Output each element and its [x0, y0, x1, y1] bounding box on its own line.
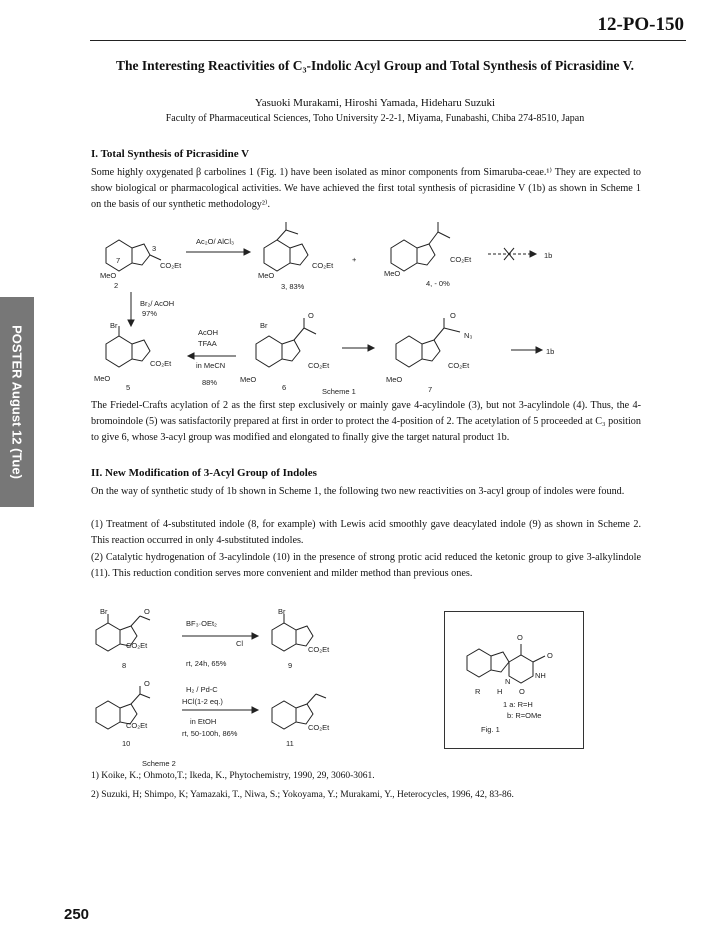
- sub-co2et-7: CO₂Et: [448, 361, 470, 370]
- sub-meo-7: MeO: [386, 375, 403, 384]
- yield-4: 4, - 0%: [426, 279, 450, 288]
- condition-1: rt, 24h, 65%: [186, 659, 227, 668]
- sub-o-7: O: [450, 311, 456, 320]
- figure-1-structure: [445, 612, 583, 748]
- fig1-h: H: [497, 687, 503, 696]
- sub-co2et-5: CO₂Et: [150, 359, 172, 368]
- reagent-tfaa: TFAA: [198, 339, 217, 348]
- label-2: 2: [114, 281, 119, 290]
- section-2-paragraph-3: (2) Catalytic hydrogenation of 3-acylindole (10) in the presence of strong protic acid reduced the ketonic group to give 3-alkylindole (11). This reduction condition serves more convenient and milder method than previous ones.: [91, 552, 641, 580]
- fig1-caption: Fig. 1: [481, 725, 500, 734]
- compound-3-structure: [264, 222, 308, 271]
- section-2-heading: II. New Modification of 3-Acyl Group of Indoles: [91, 467, 317, 479]
- compound-5-structure: [106, 326, 150, 367]
- s2-br-8: Br: [100, 607, 108, 616]
- compound-7-structure: [396, 318, 460, 367]
- fig1-r-label: R: [475, 687, 481, 696]
- reagent-acylation: Ac₂O/ AlCl₃: [196, 237, 235, 246]
- condition-2: rt, 50-100h, 86%: [182, 729, 238, 738]
- section-2-paragraph-1: On the way of synthetic study of 1b shown in Scheme 1, the following two new reactivities on 3-acyl group of indoles were found.: [91, 486, 625, 497]
- reference-1: 1) Koike, K.; Ohmoto,T.; Ikeda, K., Phytochemistry, 1990, 29, 3060-3061.: [91, 771, 375, 781]
- target-1b-a: 1b: [544, 251, 553, 260]
- fig1-o-bottom: O: [519, 687, 525, 696]
- reagent-hcl: HCl(1-2 eq.): [182, 697, 223, 706]
- figure-1-box: [444, 611, 584, 749]
- fig1-line-b: b: R=OMe: [507, 711, 542, 720]
- sub-meo-3: MeO: [258, 271, 275, 280]
- scheme-1: [86, 218, 646, 400]
- label-11: 11: [286, 739, 294, 748]
- sub-co2et-4: CO₂Et: [450, 255, 472, 264]
- compound-9-structure: [272, 614, 313, 651]
- scheme-2-caption: Scheme 2: [142, 759, 176, 768]
- compound-4-structure: [391, 222, 450, 271]
- solvent: in EtOH: [190, 717, 217, 726]
- fig1-o-right: O: [547, 651, 553, 660]
- sub-meo-2: MeO: [100, 271, 117, 280]
- section-1-paragraph-2: The Friedel-Crafts acylation of 2 as the first step exclusively or mainly gave 4-acylindole (3), but not 3-acylindole (4). Thus, the 4-bromoindole (5) was satisfactorily prepared at first in order to protect the 4-position of 2. The acetylation of 5 proceeded at C₃ position to give 6, whose 3-acyl group was modified and elongated to finally give the target natural product 1b.: [91, 400, 641, 444]
- label-9: 9: [288, 661, 293, 670]
- side-tab: [0, 297, 34, 507]
- section-1-heading: I. Total Synthesis of Picrasidine V: [91, 148, 250, 160]
- page-number: 250: [64, 906, 90, 923]
- fig1-line-a: 1 a: R=H: [503, 700, 533, 709]
- sub-o-6: O: [308, 311, 314, 320]
- label-8: 8: [122, 661, 127, 670]
- s2-co2et-11: CO₂Et: [308, 723, 330, 732]
- sub-n3-7: N₃: [464, 331, 473, 340]
- reagent-bromination: Br₂/ AcOH: [140, 299, 175, 308]
- reagent-acoh: AcOH: [198, 328, 219, 337]
- fig1-nh: NH: [535, 671, 546, 680]
- reagent-cl: Cl: [236, 639, 244, 648]
- section-2-paragraph-2: (1) Treatment of 4-substituted indole (8, for example) with Lewis acid smoothly gave deacylated indole (9) as shown in Scheme 2. This reaction occurred in only 4-substituted indoles.: [91, 519, 641, 547]
- sub-meo-4: MeO: [384, 269, 401, 278]
- section-1-paragraph: Some highly oxygenated β carbolines 1 (Fig. 1) have been isolated as minor components from Simaruba-ceae.¹⁾ They are expected to show biological or pharmacological activities. We have achieved the first total synthesis of picrasidine V (1b) as shown in Scheme 1 on the basis of our synthetic methodology²⁾.: [91, 167, 641, 211]
- reagent-mecn: in MeCN: [196, 361, 226, 370]
- sub-meo-5: MeO: [94, 374, 111, 383]
- affiliation: Faculty of Pharmaceutical Sciences, Toho University 2-2-1, Miyama, Funabashi, Chiba 274-8510, Japan: [165, 113, 585, 124]
- sub-meo-6: MeO: [240, 375, 257, 384]
- reference-2: 2) Suzuki, H; Shimpo, K; Yamazaki, T., Niwa, S.; Yokoyama, Y.; Murakami, Y., Heterocycles, 1996, 42, 83-86.: [91, 790, 514, 800]
- reagent-h2: H₂ / Pd-C: [186, 685, 218, 694]
- scheme-2: [86, 606, 386, 770]
- plus-sign: +: [352, 255, 357, 264]
- paper-title: The Interesting Reactivities of C₃-Indolic Acyl Group and Total Synthesis of Picrasidine V.: [116, 58, 634, 73]
- label-10: 10: [122, 739, 131, 748]
- s2-br-9: Br: [278, 607, 286, 616]
- fig1-o-top: O: [517, 633, 523, 642]
- label-5: 5: [126, 383, 131, 392]
- reagent-bf3: BF₃·OEt₂: [186, 619, 217, 628]
- label-6: 6: [282, 383, 287, 392]
- s2-co2et-10: CO₂Et: [126, 721, 148, 730]
- header-rule: [90, 40, 686, 41]
- poster-code: 12-PO-150: [597, 14, 684, 35]
- sub-br-5: Br: [110, 321, 118, 330]
- num-7: 7: [116, 256, 121, 265]
- sub-br-6: Br: [260, 321, 268, 330]
- yield-6: 88%: [202, 378, 218, 387]
- side-tab-label: POSTER August 12 (Tue): [9, 325, 25, 479]
- num-3: 3: [152, 244, 157, 253]
- s2-o-8: O: [144, 607, 150, 616]
- sub-co2et-2: CO₂Et: [160, 261, 182, 270]
- scheme-1-caption: Scheme 1: [322, 387, 356, 396]
- sub-co2et-6: CO₂Et: [308, 361, 330, 370]
- yield-bromination: 97%: [142, 309, 158, 318]
- target-1b-b: 1b: [546, 347, 555, 356]
- s2-co2et-9: CO₂Et: [308, 645, 330, 654]
- sub-co2et-3: CO₂Et: [312, 261, 334, 270]
- yield-3: 3, 83%: [281, 282, 305, 291]
- s2-co2et-8: CO₂Et: [126, 641, 148, 650]
- s2-o-10: O: [144, 679, 150, 688]
- label-7: 7: [428, 385, 433, 394]
- fig1-n: N: [505, 677, 511, 686]
- authors: Yasuoki Murakami, Hiroshi Yamada, Hideharu Suzuki: [254, 97, 496, 109]
